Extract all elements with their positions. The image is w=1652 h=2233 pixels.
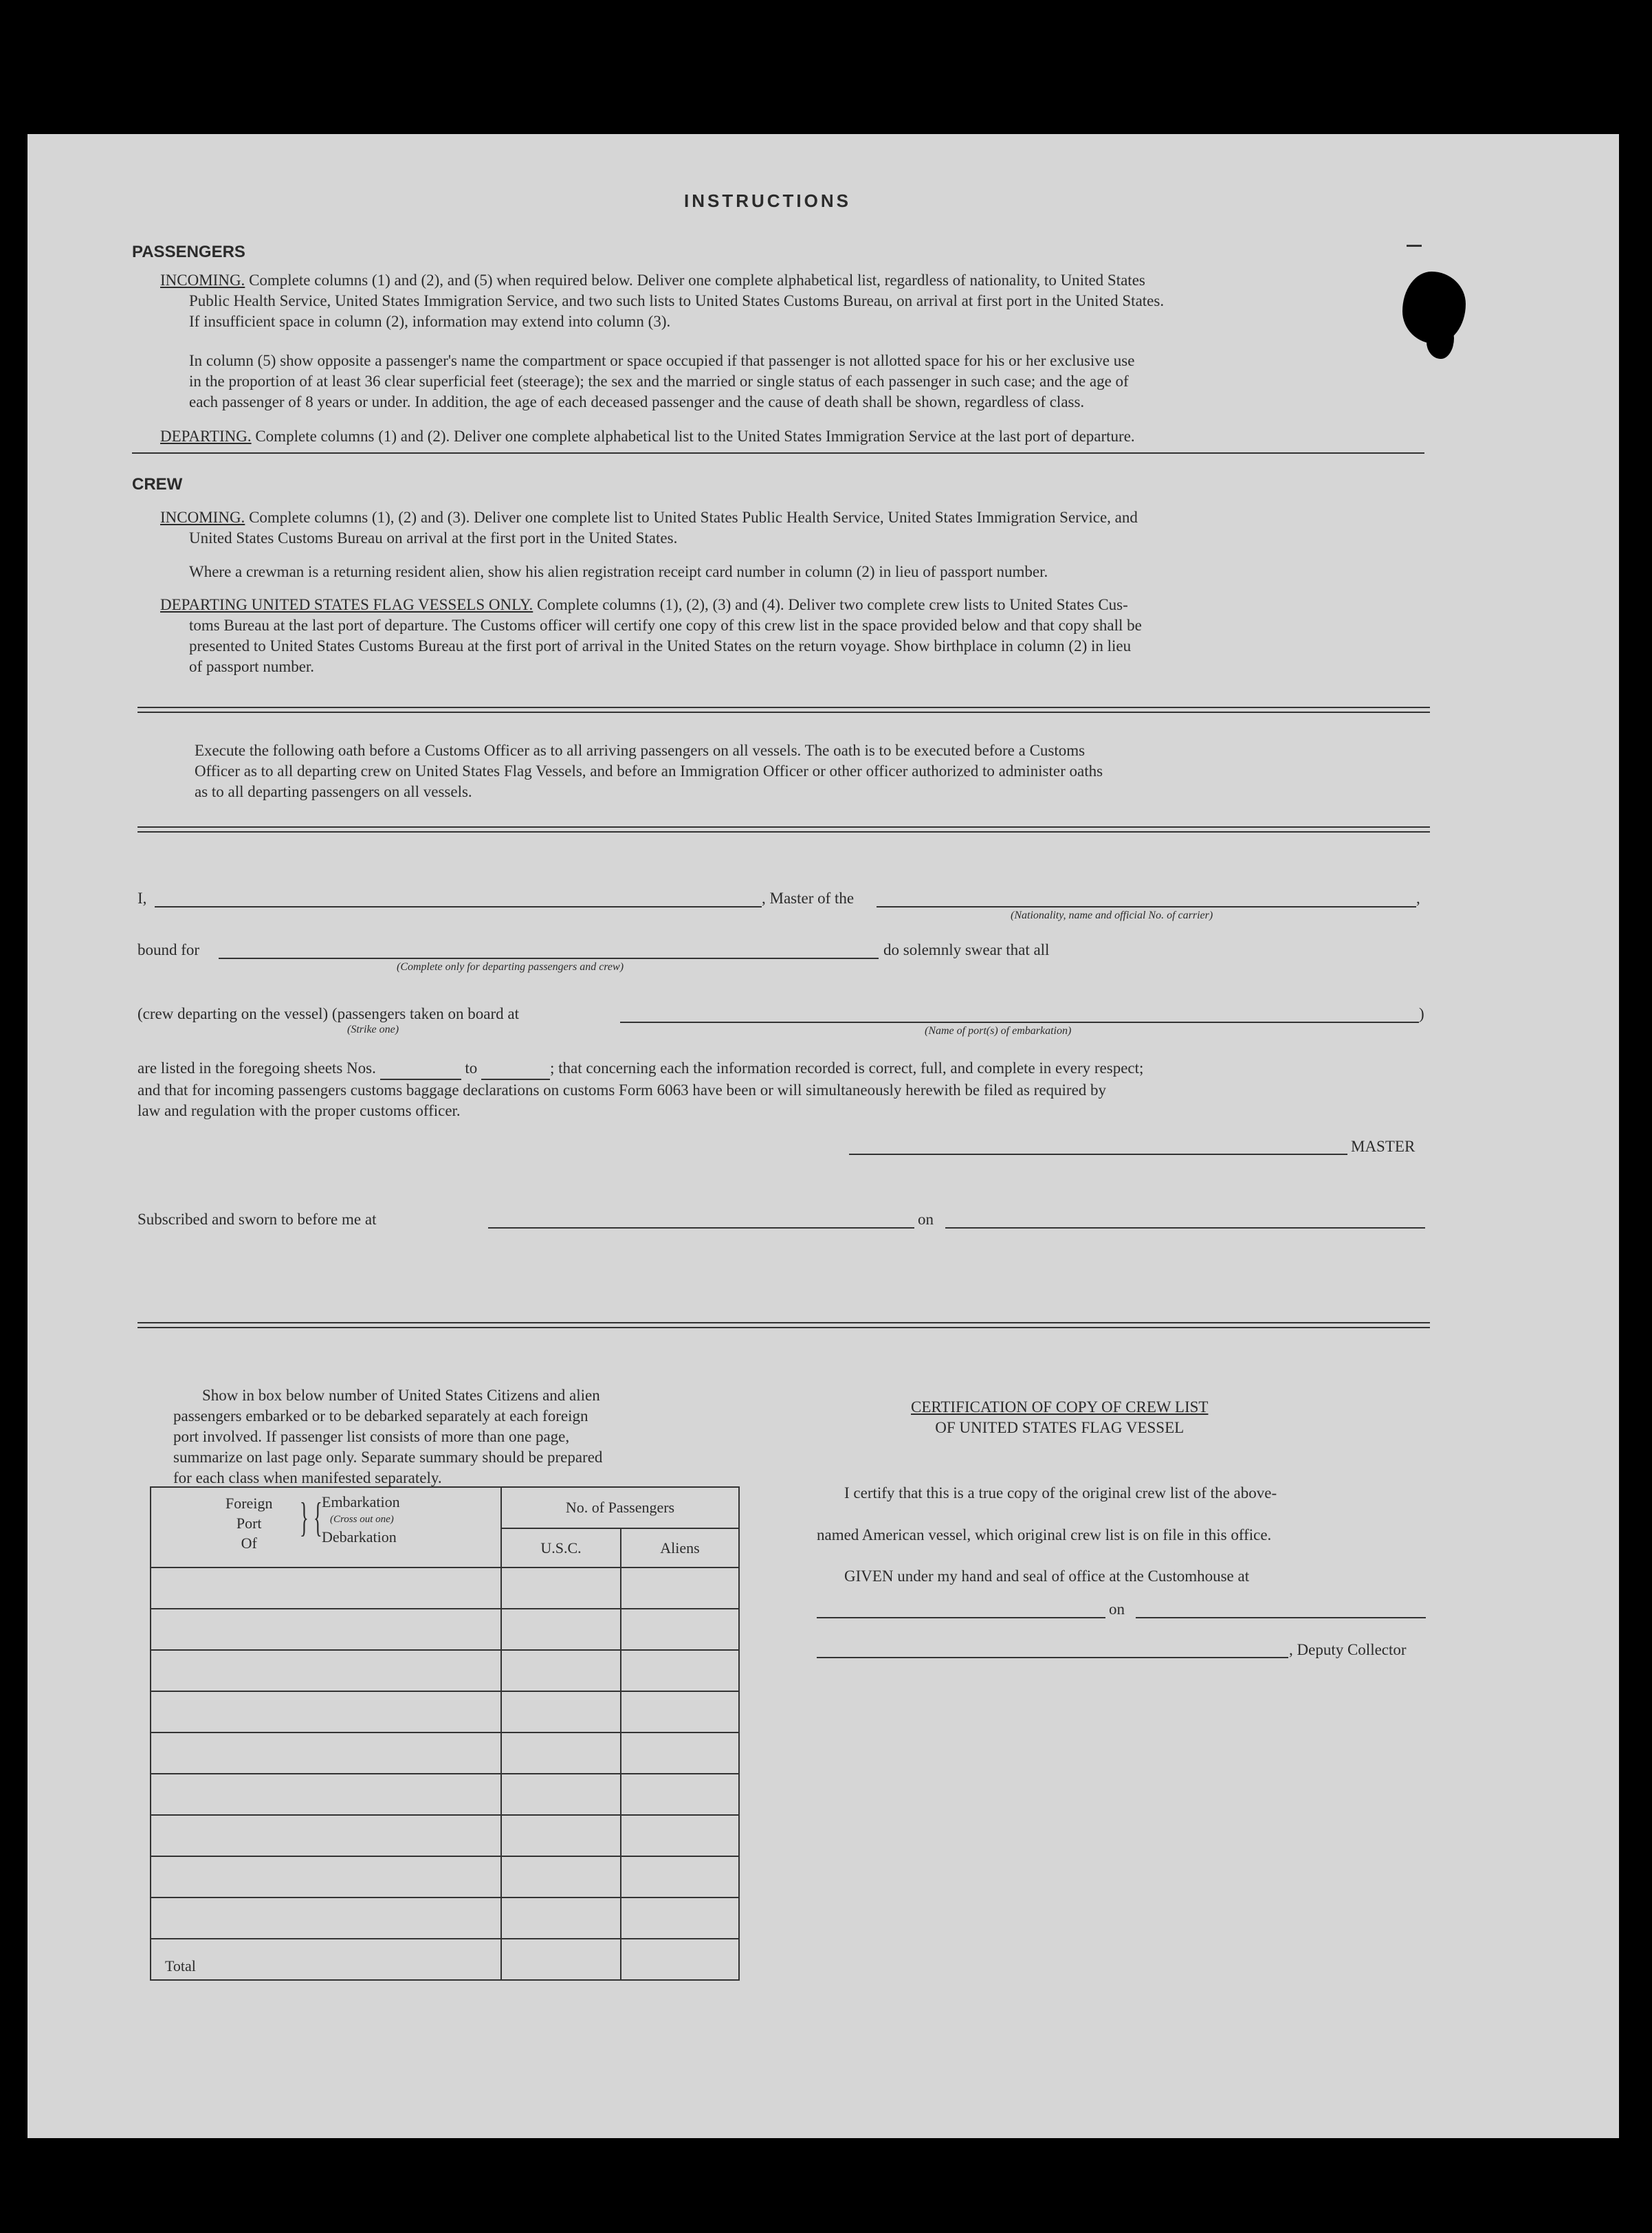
crew-heading: CREW: [132, 475, 183, 494]
mark: [1407, 245, 1422, 247]
table-row: [151, 1609, 739, 1650]
table-row: [151, 1650, 739, 1691]
table-row: [151, 1568, 739, 1609]
master-name-field[interactable]: [155, 906, 762, 908]
certification-date-field[interactable]: [1136, 1617, 1426, 1618]
port-header: Foreign Port Of } } Embarkation (Cross out one) Debarkation: [151, 1487, 501, 1568]
section-divider: [137, 1322, 1430, 1323]
crew-resident: Where a crewman is a returning resident alien, show his alien registration receipt card number in column (2) in lieu of passport number.: [189, 563, 1048, 580]
bound-for-field[interactable]: [219, 958, 879, 959]
passenger-summary-table: [150, 1486, 740, 1981]
table-row: [151, 1898, 739, 1939]
table-row: [151, 1691, 739, 1732]
section-divider: [137, 707, 1430, 708]
column5-instructions: In column (5) show opposite a passenger's name the compartment or space occupied if that passenger is not allotted space for his or her exclusive use in the proportion of at least 36 clear superficial feet (steerage); the sex and the married or single status of each passenger in such case; and the age of each passenger of 8 years or under. In addition, the age of each deceased passenger and the cause of death shall be shown, regardless of class.: [189, 352, 1135, 410]
incoming-label: INCOMING.: [160, 272, 245, 289]
sworn-place-field[interactable]: [488, 1227, 914, 1229]
passengers-incoming: INCOMING. Complete columns (1) and (2), and (5) when required below. Deliver one complete alphabetical list, regardless of nationality, to United States Public Health Service, United States Immigration Service, and two such lists to United States Customs Bureau, on arrival at first port in the United States. If insufficient space in column (2), information may extend into column (3).: [160, 272, 1165, 330]
embarkation-ports-field[interactable]: [620, 1022, 1419, 1023]
sworn-date-field[interactable]: [945, 1227, 1425, 1229]
usc-header: U.S.C.: [501, 1528, 621, 1568]
master-signature-field[interactable]: [849, 1154, 1347, 1155]
strike-one-caption: (Strike one): [347, 1024, 399, 1035]
sheet-from-field[interactable]: [380, 1058, 461, 1080]
table-row: [151, 1815, 739, 1856]
crew-incoming: INCOMING. Complete columns (1), (2) and (3). Deliver one complete list to United States Public Health Service, United States Immigration Service, and United States Customs Bureau on arrival at the first port in the United States.: [160, 509, 1138, 547]
table-row: [151, 1732, 739, 1774]
total-label: Total: [151, 1939, 501, 1980]
carrier-caption: (Nationality, name and official No. of carrier): [1011, 910, 1213, 921]
customhouse-field[interactable]: [817, 1617, 1105, 1618]
form-page: INSTRUCTIONS PASSENGERS INCOMING. Complete columns (1) and (2), and (5) when required below. Deliver one complete alphabetical list, regardless of nationality, to United States Public Health Service, United States Immigration Service, and two such lists to United States Customs Bureau, on arrival at first port in the United States. If insufficient space in column (2), information may extend into column (3). In column (5) show opposite a passenger's name the compartment or space occupied if that passenger is not allotted space for his or her exclusive use in the proportion of at least 36 clear superficial feet (steerage); the sex and the married or single status of each passenger in such case; and the age of each passenger of 8 years or under. In addition, the age of each deceased passenger and the cause of death shall be shown, regardless of class. DEPARTING. Complete columns (1) and (2). Deliver one complete alphabetical list to the United States Immigration Service at the last port of departure. CREW INCOMING. Complete columns (1), (2) and (3). Deliver one complete list to United States Public Health Service, United States Immigration Service, and United States Customs Bureau on arrival at the first port in the United States. Where a crewman is a returning resident alien, show his alien registration receipt card number in column (2) in lieu of passport number. DEPARTING UNITED STATES FLAG VESSELS ONLY. Complete columns (1), (2), (3) and (4). Deliver two complete crew lists to United States Cus- toms Bureau at the last port of departure. The Customs officer will certify one copy of this crew list in the space provided below and that copy shall be presented to United States Customs Bureau at the first port of arrival in the United States on the return voyage. Show birthplace in column (2) in lieu of passport number. Execute the following oath before a Customs Officer as to all arriving passengers on all vessels. The oath is to be executed before a Customs Officer as to all departing crew on United States Flag Vessels, and before an Immigration Officer or other officer authorized to administer oaths as to all departing passengers on all vessels. I, , Master of the , (Nationality, name and official No. of carrier) bound for do solemnly swear that all (Complete only for departing passengers and crew) (crew departing on the vessel) (passengers taken on board at ) (Strike one) (Name of port(s) of embarkation) are listed in the foregoing sheets Nos. to ; that concerning each the information recorded is correct, full, and complete in every respect; and that for incoming passengers customs baggage declarations on customs Form 6063 have been or will simultaneously herewith be filed as required by law and regulation with the proper customs officer. MASTER Subscribed and sworn to before me at on Show in box below number of United States Citizens and alien passengers embarked or to be debarked separately at each foreign port involved. If passenger list consists of more than one page, summarize on last page only. Separate summary should be prepared for each class when manifested separately. Foreign Port Of } } Embarkation (Cross out one) Debarkation No. of Passengers U.S.C. Aliens Total CERTIFICATION OF COPY OF CREW LIST OF UNITED STATES FLAG VESSEL I certify that this is a true copy of the original crew list of the above- named American vessel, which original crew list is on file in this office. GIVEN under my hand and seal of office at the Customhouse at on , Deputy Collector: [27, 134, 1619, 2138]
total-row: [151, 1939, 739, 1980]
passengers-heading: PASSENGERS: [132, 243, 245, 261]
sheet-to-field[interactable]: [481, 1058, 550, 1080]
punch-hole: [1427, 321, 1454, 359]
bound-caption: (Complete only for departing passengers and crew): [397, 961, 624, 973]
oath-i: I,: [137, 890, 147, 907]
crew-departing: DEPARTING UNITED STATES FLAG VESSELS ONLY. Complete columns (1), (2), (3) and (4). Deliver two complete crew lists to United States Cus- toms Bureau at the last port of departure. The Customs officer will certify one copy of this crew list in the space provided below and that copy shall be presented to United States Customs Bureau at the first port of arrival in the United States on the return voyage. Show birthplace in column (2) in lieu of passport number.: [160, 596, 1142, 675]
table-row: [151, 1856, 739, 1898]
divider: [132, 452, 1424, 454]
aliens-header: Aliens: [621, 1528, 739, 1568]
page-title: INSTRUCTIONS: [684, 190, 851, 211]
summary-instructions: Show in box below number of United States Citizens and alien passengers embarked or to be debarked separately at each foreign port involved. If passenger list consists of more than one page, summarize on last page only. Separate summary should be prepared for each class when manifested separately.: [173, 1387, 603, 1486]
ports-caption: (Name of port(s) of embarkation): [925, 1025, 1072, 1037]
oath-intro: Execute the following oath before a Customs Officer as to all arriving passengers on all vessels. The oath is to be executed before a Customs Officer as to all departing crew on United States Flag Vessels, and before an Immigration Officer or other officer authorized to administer oaths as to all departing passengers on all vessels.: [195, 742, 1103, 800]
master-label: MASTER: [1351, 1138, 1416, 1155]
passengers-departing: DEPARTING. Complete columns (1) and (2). Deliver one complete alphabetical list to the United States Immigration Service at the last port of departure.: [160, 428, 1135, 445]
oath-listed: are listed in the foregoing sheets Nos. to ; that concerning each the information recorded is correct, full, and complete in every respect; and that for incoming passengers customs baggage declarations on customs Form 6063 have been or will simultaneously herewith be filed as required by law and regulation with the proper customs officer.: [137, 1059, 1144, 1119]
deputy-signature-field[interactable]: [817, 1657, 1288, 1658]
carrier-field[interactable]: [877, 906, 1416, 908]
no-of-passengers-header: No. of Passengers: [501, 1487, 739, 1528]
certification-title: CERTIFICATION OF COPY OF CREW LIST OF UNITED STATES FLAG VESSEL: [911, 1398, 1209, 1436]
table-row: [151, 1774, 739, 1815]
section-divider: [137, 826, 1430, 828]
